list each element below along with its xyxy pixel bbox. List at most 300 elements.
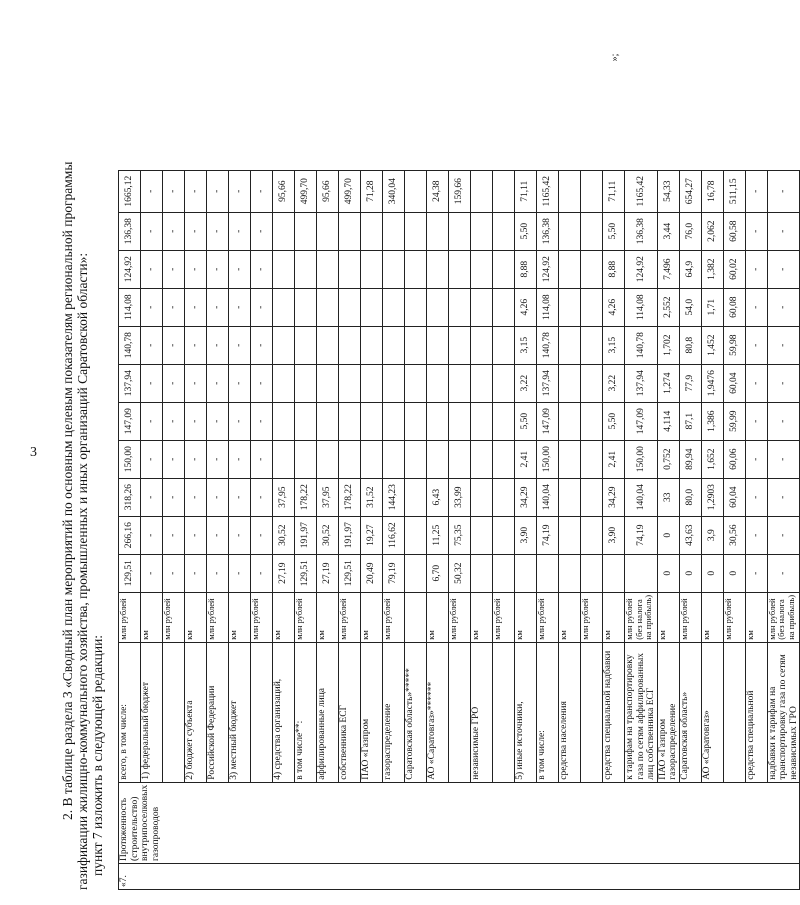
value-cell: - <box>229 478 251 516</box>
value-cell: - <box>251 554 273 592</box>
value-cell <box>339 288 361 326</box>
intro-line-1: 2. В таблице раздела 3 «Сводный план мероприятий по основным целевым показателям региональной программы <box>60 161 75 820</box>
value-cell: - <box>141 402 163 440</box>
value-cell <box>273 326 295 364</box>
table-row <box>515 170 537 889</box>
value-cell: 95,66 <box>273 170 295 212</box>
value-cell: 4,26 <box>603 288 625 326</box>
value-cell: 2,062 <box>701 212 723 250</box>
intro-line-3: пункт 7 изложить в следующей редакции: <box>90 634 105 876</box>
value-cell: 318,26 <box>119 478 141 516</box>
value-cell: 1,274 <box>657 364 679 402</box>
value-cell: 114,08 <box>537 288 559 326</box>
table-body <box>119 170 800 889</box>
value-cell <box>361 364 383 402</box>
value-cell <box>427 288 449 326</box>
value-cell: 1665,12 <box>119 170 141 212</box>
value-cell: 1,2903 <box>701 478 723 516</box>
value-cell: 0 <box>723 554 745 592</box>
value-cell: - <box>163 554 185 592</box>
value-cell <box>581 288 603 326</box>
source-label-cell: ПАО «Газпром <box>361 642 383 782</box>
value-cell: 19,27 <box>361 516 383 554</box>
unit-cell: млн рублей <box>207 592 229 642</box>
table-row <box>383 170 405 889</box>
unit-cell: млн рублей <box>295 592 317 642</box>
source-label-cell: 2) бюджет субъекта <box>185 642 207 782</box>
unit-cell: км <box>657 592 679 642</box>
value-cell: - <box>207 478 229 516</box>
intro-line-2: газификации жилищно-коммунального хозяйства, промышленных и иных организаций Саратовской области»: <box>75 252 90 890</box>
value-cell: - <box>185 250 207 288</box>
value-cell: - <box>229 170 251 212</box>
value-cell: - <box>745 554 767 592</box>
value-cell <box>581 250 603 288</box>
value-cell <box>427 326 449 364</box>
value-cell: - <box>207 440 229 478</box>
unit-cell: км <box>185 592 207 642</box>
value-cell <box>449 364 471 402</box>
value-cell <box>339 250 361 288</box>
value-cell: - <box>185 402 207 440</box>
source-label-cell: 3) местный бюджет <box>229 642 251 782</box>
value-cell <box>581 440 603 478</box>
value-cell: 136,38 <box>119 212 141 250</box>
value-cell: - <box>185 516 207 554</box>
value-cell: 16,78 <box>701 170 723 212</box>
value-cell <box>361 250 383 288</box>
source-label-cell: средства специальной надбавки <box>603 642 625 782</box>
value-cell <box>581 516 603 554</box>
value-cell: - <box>163 478 185 516</box>
value-cell <box>471 440 493 478</box>
value-cell: 20,49 <box>361 554 383 592</box>
value-cell: 27,19 <box>317 554 339 592</box>
value-cell: 60,58 <box>723 212 745 250</box>
unit-cell: млн рублей <box>723 592 745 642</box>
value-cell: 5,50 <box>603 212 625 250</box>
value-cell: - <box>185 440 207 478</box>
value-cell: 0 <box>657 554 679 592</box>
value-cell: 71,28 <box>361 170 383 212</box>
value-cell: 116,62 <box>383 516 405 554</box>
table-row <box>207 170 229 889</box>
value-cell: 5,50 <box>603 402 625 440</box>
value-cell: 1,652 <box>701 440 723 478</box>
value-cell: 2,552 <box>657 288 679 326</box>
value-cell: - <box>229 516 251 554</box>
item-number-cell: «7. <box>119 864 800 890</box>
value-cell: - <box>207 250 229 288</box>
value-cell <box>427 402 449 440</box>
value-cell: - <box>251 516 273 554</box>
value-cell <box>493 402 515 440</box>
value-cell: - <box>163 364 185 402</box>
value-cell: 137,94 <box>537 364 559 402</box>
value-cell <box>405 364 427 402</box>
value-cell: 140,78 <box>119 326 141 364</box>
value-cell <box>449 440 471 478</box>
table-row <box>163 170 185 889</box>
table-row <box>493 170 515 889</box>
value-cell: 71,11 <box>515 170 537 212</box>
value-cell: - <box>745 288 767 326</box>
table-row <box>295 170 317 889</box>
value-cell: 54,0 <box>679 288 701 326</box>
value-cell: 178,22 <box>295 478 317 516</box>
source-label-cell: средства населения <box>559 642 581 782</box>
value-cell: 31,52 <box>361 478 383 516</box>
value-cell <box>427 440 449 478</box>
table-row <box>471 170 493 889</box>
source-label-cell: в том числе: <box>537 642 559 782</box>
value-cell: 50,32 <box>449 554 471 592</box>
value-cell: - <box>141 170 163 212</box>
value-cell: 3,15 <box>603 326 625 364</box>
value-cell: 6,43 <box>427 478 449 516</box>
value-cell: 140,04 <box>625 478 658 516</box>
value-cell: 60,02 <box>723 250 745 288</box>
value-cell <box>383 440 405 478</box>
value-cell: - <box>745 516 767 554</box>
value-cell: - <box>767 516 800 554</box>
value-cell <box>427 212 449 250</box>
source-label-cell: средства специальной <box>745 642 767 782</box>
value-cell <box>317 364 339 402</box>
value-cell: - <box>251 364 273 402</box>
unit-cell: км <box>427 592 449 642</box>
value-cell: - <box>141 516 163 554</box>
value-cell <box>471 250 493 288</box>
value-cell: 136,38 <box>537 212 559 250</box>
value-cell: 3,44 <box>657 212 679 250</box>
value-cell: 114,08 <box>119 288 141 326</box>
value-cell: 1,71 <box>701 288 723 326</box>
value-cell: - <box>767 364 800 402</box>
unit-cell: км <box>515 592 537 642</box>
value-cell: 33 <box>657 478 679 516</box>
value-cell <box>383 364 405 402</box>
table-row <box>767 170 800 889</box>
value-cell: - <box>251 478 273 516</box>
source-label-cell: 5) иные источники, <box>515 642 537 782</box>
source-label-cell: 4) средства организаций, <box>273 642 295 782</box>
value-cell: - <box>251 288 273 326</box>
value-cell: 34,29 <box>515 478 537 516</box>
value-cell: 0,752 <box>657 440 679 478</box>
value-cell: 77,9 <box>679 364 701 402</box>
value-cell <box>361 288 383 326</box>
value-cell: 37,95 <box>273 478 295 516</box>
value-cell: 129,51 <box>295 554 317 592</box>
value-cell: - <box>745 402 767 440</box>
value-cell <box>361 212 383 250</box>
value-cell: 80,0 <box>679 478 701 516</box>
value-cell <box>361 440 383 478</box>
value-cell: 54,33 <box>657 170 679 212</box>
value-cell <box>559 326 581 364</box>
value-cell: - <box>185 212 207 250</box>
value-cell <box>317 288 339 326</box>
value-cell: 3,9 <box>701 516 723 554</box>
value-cell: 3,90 <box>603 516 625 554</box>
source-label-cell: независимые ГРО <box>471 642 493 782</box>
value-cell: 1,702 <box>657 326 679 364</box>
value-cell: 0 <box>679 554 701 592</box>
value-cell <box>273 212 295 250</box>
value-cell <box>427 250 449 288</box>
value-cell <box>383 288 405 326</box>
value-cell: 5,50 <box>515 212 537 250</box>
value-cell: - <box>229 440 251 478</box>
value-cell <box>405 478 427 516</box>
value-cell: 3,22 <box>603 364 625 402</box>
value-cell: 89,94 <box>679 440 701 478</box>
value-cell <box>427 364 449 402</box>
value-cell <box>493 170 515 212</box>
value-cell <box>471 288 493 326</box>
value-cell <box>493 364 515 402</box>
value-cell <box>317 326 339 364</box>
value-cell <box>361 402 383 440</box>
value-cell: - <box>745 250 767 288</box>
value-cell <box>581 402 603 440</box>
table-row <box>657 170 679 889</box>
value-cell: 76,0 <box>679 212 701 250</box>
table-row <box>273 170 295 889</box>
value-cell: - <box>745 478 767 516</box>
value-cell: - <box>207 402 229 440</box>
value-cell <box>471 212 493 250</box>
value-cell <box>449 212 471 250</box>
table-row <box>405 170 427 889</box>
value-cell: - <box>185 170 207 212</box>
unit-cell: км <box>317 592 339 642</box>
value-cell: - <box>251 250 273 288</box>
value-cell <box>471 326 493 364</box>
value-cell: 4,26 <box>515 288 537 326</box>
value-cell: 2,41 <box>515 440 537 478</box>
value-cell: 0 <box>657 516 679 554</box>
value-cell: - <box>767 478 800 516</box>
table-row <box>449 170 471 889</box>
unit-cell: млн рублей <box>383 592 405 642</box>
table-row <box>141 170 163 889</box>
value-cell <box>537 554 559 592</box>
unit-cell: км <box>471 592 493 642</box>
value-cell: 37,95 <box>317 478 339 516</box>
value-cell: 1165,42 <box>625 170 658 212</box>
value-cell: 147,09 <box>537 402 559 440</box>
value-cell: - <box>767 212 800 250</box>
value-cell: 7,496 <box>657 250 679 288</box>
value-cell: 129,51 <box>339 554 361 592</box>
value-cell: 95,66 <box>317 170 339 212</box>
source-label-cell: АО «Саратовгаз» <box>701 642 723 782</box>
value-cell <box>361 326 383 364</box>
value-cell <box>405 554 427 592</box>
table-row <box>229 170 251 889</box>
unit-cell: км <box>141 592 163 642</box>
table-row <box>625 170 658 889</box>
value-cell: 74,19 <box>625 516 658 554</box>
value-cell: 266,16 <box>119 516 141 554</box>
value-cell: 1,452 <box>701 326 723 364</box>
value-cell: 60,08 <box>723 288 745 326</box>
value-cell: - <box>207 288 229 326</box>
value-cell: - <box>141 364 163 402</box>
value-cell <box>295 250 317 288</box>
value-cell: 60,04 <box>723 478 745 516</box>
value-cell <box>559 440 581 478</box>
value-cell: - <box>207 212 229 250</box>
value-cell: 140,78 <box>625 326 658 364</box>
value-cell: 150,00 <box>119 440 141 478</box>
value-cell: - <box>163 326 185 364</box>
closing-mark: »; <box>609 53 621 62</box>
value-cell: - <box>251 402 273 440</box>
value-cell: - <box>141 478 163 516</box>
source-label-cell: аффилированные лица <box>317 642 339 782</box>
value-cell <box>493 288 515 326</box>
value-cell: 3,90 <box>515 516 537 554</box>
table-row <box>119 170 141 889</box>
value-cell: 27,19 <box>273 554 295 592</box>
value-cell: - <box>141 326 163 364</box>
value-cell: - <box>141 554 163 592</box>
unit-cell: млн рублей <box>251 592 273 642</box>
rotated-page-content <box>60 10 799 890</box>
value-cell: - <box>767 440 800 478</box>
value-cell: 150,00 <box>537 440 559 478</box>
value-cell: - <box>185 554 207 592</box>
value-cell: 33,99 <box>449 478 471 516</box>
page-number: 3 <box>30 445 37 460</box>
value-cell <box>559 250 581 288</box>
value-cell <box>405 170 427 212</box>
value-cell: 3,15 <box>515 326 537 364</box>
value-cell <box>295 288 317 326</box>
value-cell <box>339 326 361 364</box>
value-cell: 59,99 <box>723 402 745 440</box>
source-label-cell: надбавки к тарифам на транспортировку газа по сетям независимых ГРО <box>767 642 800 782</box>
source-label-cell: АО «Саратовгаз»****** <box>427 642 449 782</box>
value-cell: - <box>767 326 800 364</box>
value-cell: - <box>767 288 800 326</box>
source-label-cell: Саратовская область»***** <box>405 642 427 782</box>
value-cell: 140,78 <box>537 326 559 364</box>
value-cell: 147,09 <box>625 402 658 440</box>
value-cell <box>493 478 515 516</box>
value-cell: 2,41 <box>603 440 625 478</box>
value-cell: - <box>767 402 800 440</box>
source-label-cell: собственника ЕСГ <box>339 642 361 782</box>
value-cell: 137,94 <box>119 364 141 402</box>
unit-cell: км <box>273 592 295 642</box>
value-cell <box>581 170 603 212</box>
value-cell <box>493 250 515 288</box>
value-cell <box>339 364 361 402</box>
value-cell: 8,88 <box>515 250 537 288</box>
value-cell <box>471 554 493 592</box>
value-cell <box>581 326 603 364</box>
unit-cell: млн рублей (без налога на прибыль) <box>767 592 800 642</box>
source-label-cell: Саратовская область» <box>679 642 701 782</box>
source-label-cell: в том числе**: <box>295 642 317 782</box>
value-cell: - <box>229 288 251 326</box>
value-cell <box>493 516 515 554</box>
table-row <box>723 170 745 889</box>
value-cell: - <box>185 478 207 516</box>
value-cell: 60,06 <box>723 440 745 478</box>
value-cell <box>317 440 339 478</box>
value-cell <box>559 554 581 592</box>
value-cell <box>295 212 317 250</box>
value-cell: - <box>163 170 185 212</box>
value-cell <box>383 250 405 288</box>
value-cell: - <box>229 364 251 402</box>
value-cell <box>581 212 603 250</box>
value-cell <box>405 326 427 364</box>
value-cell: - <box>141 440 163 478</box>
table-row <box>701 170 723 889</box>
value-cell: - <box>185 326 207 364</box>
value-cell <box>405 516 427 554</box>
value-cell: 140,04 <box>537 478 559 516</box>
value-cell <box>581 554 603 592</box>
value-cell: - <box>229 402 251 440</box>
unit-cell: млн рублей <box>339 592 361 642</box>
value-cell <box>449 326 471 364</box>
value-cell: 74,19 <box>537 516 559 554</box>
value-cell <box>471 402 493 440</box>
value-cell <box>295 364 317 402</box>
table-row <box>185 170 207 889</box>
value-cell: 8,88 <box>603 250 625 288</box>
value-cell: - <box>207 516 229 554</box>
value-cell: 3,22 <box>515 364 537 402</box>
value-cell: - <box>745 212 767 250</box>
value-cell: 5,50 <box>515 402 537 440</box>
value-cell: 11,25 <box>427 516 449 554</box>
value-cell <box>405 288 427 326</box>
table-row <box>251 170 273 889</box>
value-cell: 150,00 <box>625 440 658 478</box>
value-cell: 64,9 <box>679 250 701 288</box>
intro-paragraph <box>60 30 105 890</box>
value-cell: 79,19 <box>383 554 405 592</box>
value-cell <box>273 364 295 402</box>
value-cell: - <box>229 250 251 288</box>
value-cell: 124,92 <box>537 250 559 288</box>
unit-cell: км <box>745 592 767 642</box>
value-cell: 34,29 <box>603 478 625 516</box>
unit-cell: млн рублей (без налога на прибыль) <box>625 592 658 642</box>
value-cell: - <box>163 440 185 478</box>
value-cell <box>383 326 405 364</box>
value-cell: 59,98 <box>723 326 745 364</box>
value-cell <box>383 402 405 440</box>
source-label-cell: ПАО «Газпром газораспределение <box>657 642 679 782</box>
value-cell: 6,70 <box>427 554 449 592</box>
value-cell: - <box>745 440 767 478</box>
unit-cell: млн рублей <box>119 592 141 642</box>
value-cell: 499,70 <box>339 170 361 212</box>
unit-cell: млн рублей <box>163 592 185 642</box>
value-cell: 4,114 <box>657 402 679 440</box>
value-cell: 1,386 <box>701 402 723 440</box>
value-cell: 191,97 <box>295 516 317 554</box>
